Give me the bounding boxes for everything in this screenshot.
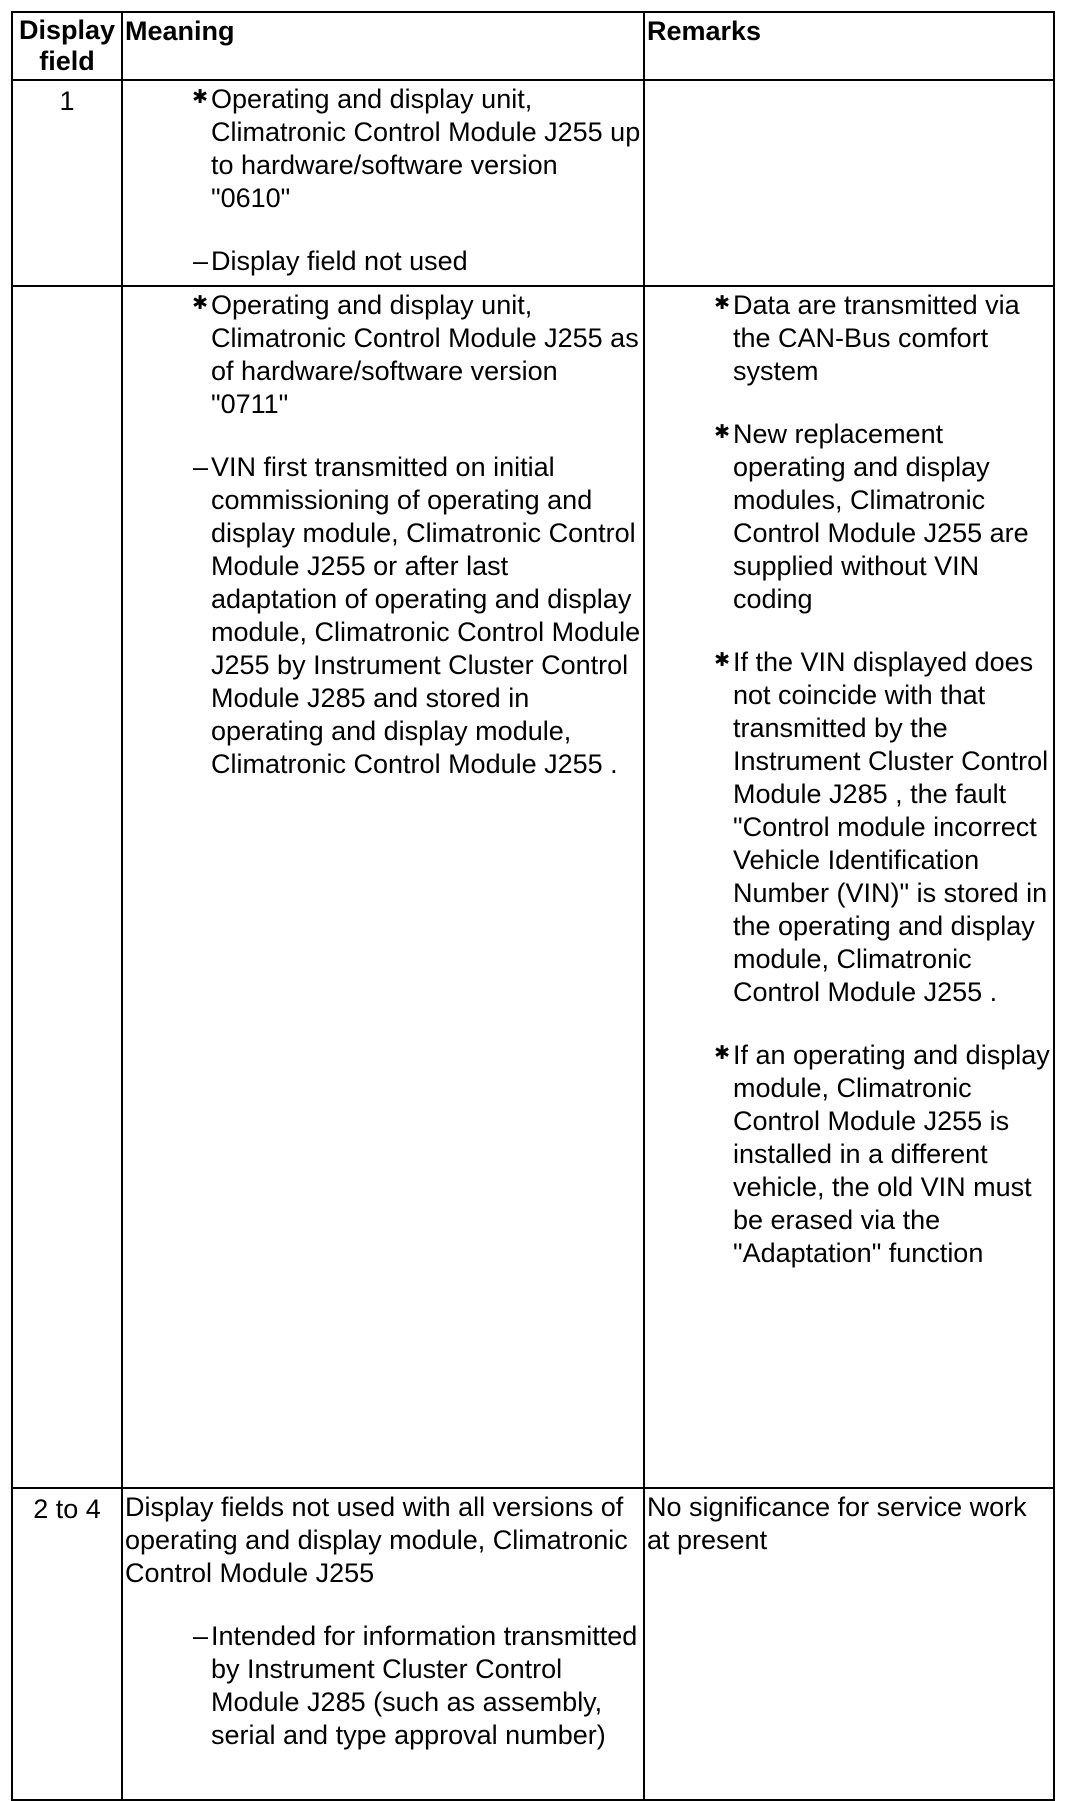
header-meaning: Meaning xyxy=(122,12,644,80)
list-item xyxy=(123,451,643,781)
display-field-cell: 2 to 4 xyxy=(12,1488,122,1800)
list-item xyxy=(645,289,1053,388)
meaning-bullet-text: Operating and display unit, Climatronic Control Module J255 as of hardware/software version "0711" xyxy=(211,290,639,419)
star-bullet-icon: ✱ xyxy=(714,1043,730,1064)
meaning-dash-text: VIN first transmitted on initial commissioning of operating and display module, Climatronic Control Module J255 or after last adaptation of operating and display module, Climatronic Control Module J255 by Instrument Cluster Control Module J285 and stored in operating and display module, Climatronic Control Module J255 . xyxy=(211,452,641,779)
remark-text: If an operating and display module, Climatronic Control Module J255 is installed in a different vehicle, the old VIN must be erased via the "Adaptation" function xyxy=(733,1040,1050,1268)
star-bullet-icon: ✱ xyxy=(714,422,730,443)
remark-text: No significance for service work at present xyxy=(647,1492,1027,1555)
meaning-cell xyxy=(122,1488,644,1800)
meaning-cell xyxy=(122,286,644,1488)
remark-text: Data are transmitted via the CAN-Bus comfort system xyxy=(733,290,1020,386)
list-item xyxy=(123,245,643,278)
meaning-dash-text: Display field not used xyxy=(211,246,468,276)
star-bullet-icon: ✱ xyxy=(714,293,730,314)
remark-text: New replacement operating and display modules, Climatronic Control Module J255 are supplied without VIN coding xyxy=(733,419,1029,614)
display-field-cell xyxy=(12,286,122,1488)
table-row xyxy=(12,1488,1054,1800)
meaning-dash-text: Intended for information transmitted by Instrument Cluster Control Module J285 (such as assembly, serial and type approval number) xyxy=(211,1621,638,1750)
star-bullet-icon: ✱ xyxy=(714,650,730,671)
remarks-cell xyxy=(644,1488,1054,1800)
dash-bullet-icon: – xyxy=(192,246,208,276)
display-field-table xyxy=(11,11,1055,1801)
star-bullet-icon: ✱ xyxy=(192,293,208,314)
remarks-cell xyxy=(644,80,1054,286)
display-field-cell: 1 xyxy=(12,80,122,286)
list-item xyxy=(645,646,1053,1009)
meaning-text: Display fields not used with all versions of operating and display module, Climatronic Control Module J255 xyxy=(125,1492,628,1588)
header-remarks: Remarks xyxy=(644,12,1054,80)
meaning-cell xyxy=(122,80,644,286)
header-display-field: Display field xyxy=(12,12,122,80)
meaning-bullet-text: Operating and display unit, Climatronic Control Module J255 up to hardware/software version "0610" xyxy=(211,84,641,213)
table-row xyxy=(12,80,1054,286)
dash-bullet-icon: – xyxy=(192,452,208,482)
remark-text: If the VIN displayed does not coincide with that transmitted by the Instrument Cluster Control Module J285 , the fault "Control module incorrect Vehicle Identification Number (VIN)" is stored in the operating and display module, Climatronic Control Module J255 . xyxy=(733,647,1049,1007)
list-item xyxy=(123,83,643,215)
star-bullet-icon: ✱ xyxy=(192,87,208,108)
remarks-cell xyxy=(644,286,1054,1488)
table-row xyxy=(12,286,1054,1488)
list-item xyxy=(645,418,1053,616)
list-item xyxy=(123,1620,643,1752)
table-header-row xyxy=(12,12,1054,80)
list-item xyxy=(123,289,643,421)
dash-bullet-icon: – xyxy=(192,1621,208,1651)
list-item xyxy=(645,1039,1053,1270)
